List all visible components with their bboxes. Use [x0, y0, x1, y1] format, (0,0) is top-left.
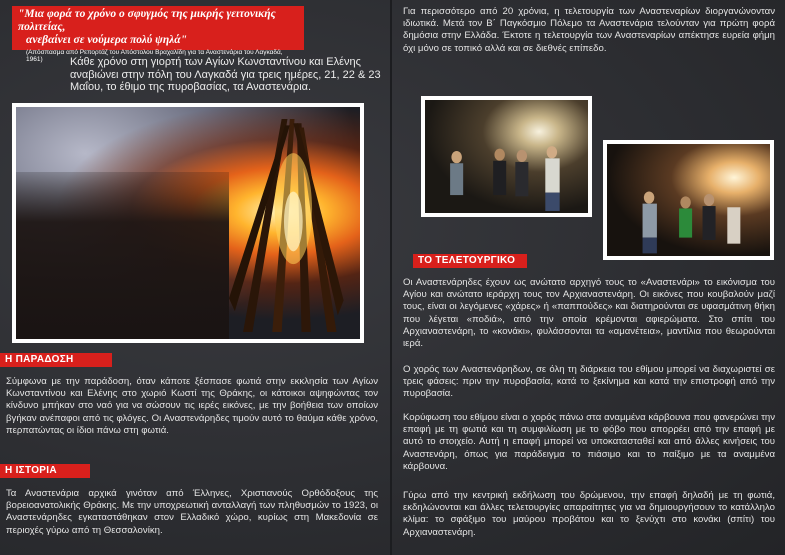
- section-title-paradosi: Η ΠΑΡΑΔΟΣΗ: [0, 353, 112, 367]
- teleturgiko-paragraph-2: Ο χορός των Αναστενάρηδων, σε όλη τη διάρκεια του εθίμου μπορεί να διαχωριστεί σε τρεις φάσεις: πριν την πυροβασία, κατά το ξεκίνημα και κατά την επιστροφή από την πυροβασία.: [403, 364, 775, 400]
- dancers-silhouettes: [441, 140, 571, 213]
- teleturgiko-paragraph-1: Οι Αναστενάρηδες έχουν ως ανώτατο αρχηγό τους το «Αναστενάρι» το εικόνισμα του Αγίου και ανώτατο ιεράρχη τους τον Αρχιαναστενάρη. Οι εικόνες που κουβαλούν μαζί τους, είναι οι λεγόμενες «χάρες» ή «παππούδες» και διατηρούνται σε υφασμάτινη θήκη που λέγεται «ποδιά», από την οποία κρέμονται αφιερώματα. Στο σπίτι του Αρχιαναστενάρη, το «κονάκι», φυλάσσονται τα «αμανέτεια», μαντίλια που θεωρούνται ιερά.: [403, 277, 775, 350]
- banner-quote-line1: "Μια φορά το χρόνο ο σφυγμός της μικρής γειτονικής πολιτείας,: [18, 8, 276, 33]
- column-divider: [390, 0, 392, 555]
- intro-text: Κάθε χρόνο στη γιορτή των Αγίων Κωνσταντίνου και Ελένης αναβιώνει στην πόλη του Λαγκαδά για τρεις ημέρες, 21, 22 & 23 Μαΐου, το έθιμο της πυροβασίας, τα Αναστενάρια.: [70, 56, 381, 93]
- teleturgiko-paragraph-4: Γύρω από την κεντρική εκδήλωση του δρώμενου, την επαφή δηλαδή με τη φωτιά, εκδηλώνονται και άλλες τελετουργίες απαραίτητες για να δημιουργήσουν το κατάλληλο κλίμα: το σφάξιμο του μαύρου προβάτου και το ξενύχτι στο κονάκι (σπίτι) του Αρχιαναστενάρη.: [403, 490, 775, 538]
- section-title-istoria: Η ΙΣΤΟΡΙΑ: [0, 464, 90, 478]
- banner-source: (Απόσπασμα από Ρεπορτάζ του Απόστολου Βραχαλίδη για τα Αναστενάρια του Λαγκαδά, 1961): [26, 49, 283, 63]
- firewalking-bonfire-photo: [12, 103, 364, 343]
- teleturgiko-paragraph-3: Κορύφωση του εθίμου είναι ο χορός πάνω στα αναμμένα κάρβουνα που φανερώνει την επαφή με τη φωτιά και τη συμφιλίωση με το φόβο που απορρέει από την επαφή με αυτό το στοιχείο. Αυτή η επαφή μπορεί να υποκατασταθεί και από άλλες κινήσεις του Αναστενάρη, όπως για παράδειγμα το πιάσιμο και το παίξιμο με τα αναμμένα κάρβουνα.: [403, 412, 775, 472]
- section-title-teleturgiko: ΤΟ ΤΕΛΕΤΟΥΡΓΙΚΟ: [413, 254, 527, 268]
- banner-quote-line2: ανεβαίνει σε νούμερα πολύ ψηλά": [26, 34, 188, 46]
- dancers-night-photo: [421, 96, 592, 217]
- dancers-bonfire-photo: [603, 140, 774, 260]
- paradosi-text: Σύμφωνα με την παράδοση, όταν κάποτε ξέσπασε φωτιά στην εκκλησία των Αγίων Κωνσταντίνου και Ελένης στο χωριό Κωστί της Θράκης, οι κάτοικοι αψηφώντας τον κίνδυνο μπήκαν στο ναό για να σώσουν τις ιερές εικόνες, με την βοήθεια των οποίων βγήκαν ανέπαφοι από τις φλόγες. Οι Αναστενάρηδες τιμούν αυτό το θαύμα κάθε χρόνο, περπατώντας οι ίδιοι πάνω στη φωτιά.: [6, 376, 378, 436]
- dancers-silhouettes-2: [623, 183, 753, 256]
- istoria-text: Τα Αναστενάρια αρχικά γινόταν από Έλληνες, Χριστιανούς Ορθόδοξους της βορειοανατολικής Θράκης. Με την υποχρεωτική ανταλλαγή των πληθυσμών το 1923, οι Αναστενάρηδες εγκαταστάθηκαν στον Ελλαδικό χώρο, κυρίως στη Μακεδονία σε περιοχές γύρω από τη Θεσσαλονίκη.: [6, 488, 378, 536]
- crowd-silhouette: [16, 172, 229, 339]
- history-continued-text: Για περισσότερο από 20 χρόνια, η τελετουργία των Αναστεναρίων διοργανώνονταν ιδιωτικά. Μετά τον Β΄ Παγκόσμιο Πόλεμο τα Αναστενάρια τελούνταν για πρώτη φορά δημόσια στην Ελλάδα. Έκτοτε η τελετουργία των Αναστεναρίων απέκτησε ευρεία φήμη όχι μόνο σε τοπικό αλλά και σε διεθνές επίπεδο.: [403, 6, 775, 54]
- quote-banner: [12, 6, 304, 63]
- bonfire-logs-graphic: [229, 119, 346, 332]
